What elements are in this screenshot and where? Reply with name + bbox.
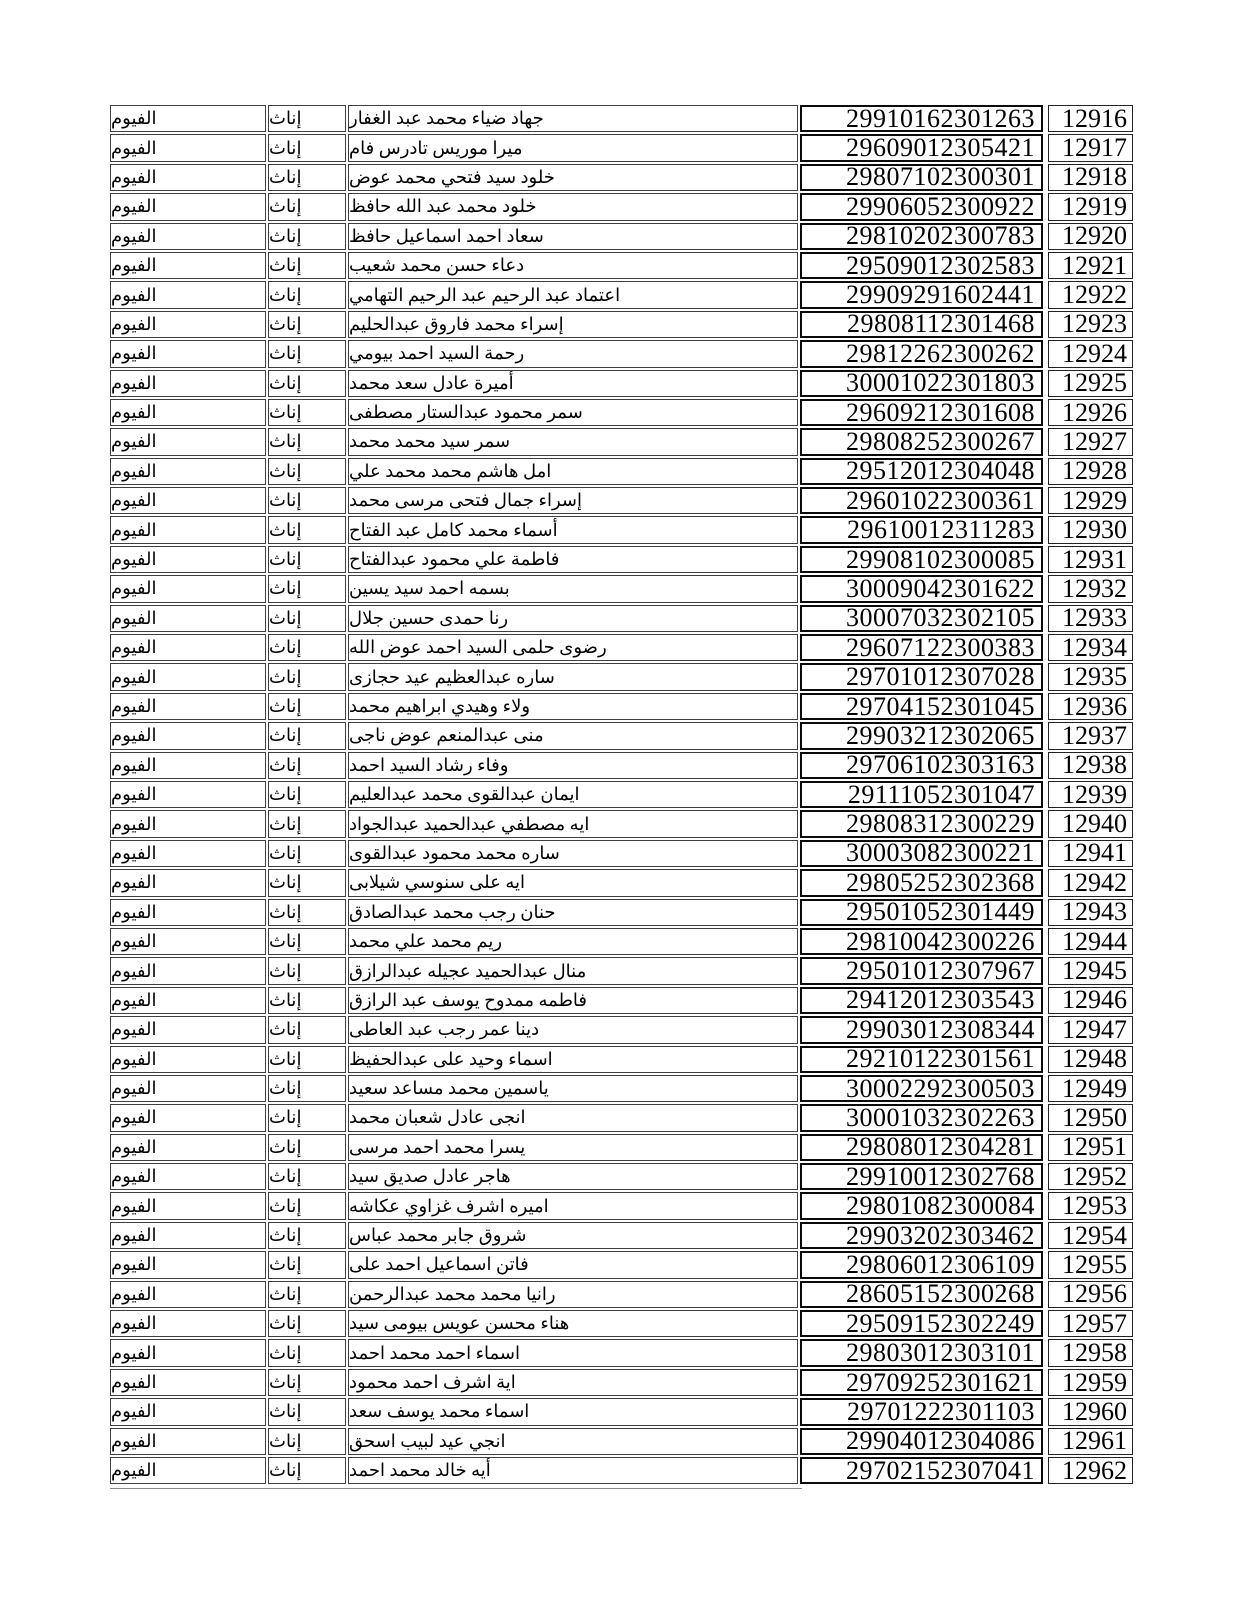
governorate-cell: الفيوم	[110, 752, 266, 779]
gender-cell: إناث	[268, 1339, 346, 1366]
gender-cell: إناث	[268, 223, 346, 250]
name-cell: شروق جابر محمد عباس	[348, 1222, 798, 1249]
sequence-cell: 12917	[1048, 134, 1133, 161]
gender-cell: إناث	[268, 164, 346, 191]
governorate-cell: الفيوم	[110, 1134, 266, 1161]
national-id-cell: 29808012304281	[800, 1134, 1043, 1161]
sequence-cell: 12916	[1048, 105, 1133, 132]
national-id-cell: 29904012304086	[800, 1428, 1043, 1455]
sequence-cell: 12939	[1048, 781, 1133, 808]
sequence-cell: 12937	[1048, 722, 1133, 749]
gender-cell: إناث	[268, 105, 346, 132]
name-cell: دعاء حسن محمد شعيب	[348, 252, 798, 279]
name-cell: ايه مصطفي عبدالحميد عبدالجواد	[348, 810, 798, 837]
gender-cell: إناث	[268, 1428, 346, 1455]
table-row	[110, 223, 1134, 250]
gender-cell: إناث	[268, 1192, 346, 1219]
national-id-cell: 29806012306109	[800, 1251, 1043, 1278]
name-cell: منى عبدالمنعم عوض ناجى	[348, 722, 798, 749]
national-id-cell: 29910012302768	[800, 1163, 1043, 1190]
sequence-cell: 12935	[1048, 663, 1133, 690]
governorate-cell: الفيوم	[110, 693, 266, 720]
sequence-cell: 12941	[1048, 840, 1133, 867]
name-cell: ايه على سنوسي شيلابى	[348, 869, 798, 896]
national-id-cell: 30009042301622	[800, 575, 1043, 602]
gender-cell: إناث	[268, 987, 346, 1014]
national-id-cell: 29709252301621	[800, 1369, 1043, 1396]
table-row	[110, 546, 1134, 573]
governorate-cell: الفيوم	[110, 223, 266, 250]
gender-cell: إناث	[268, 399, 346, 426]
sequence-cell: 12943	[1048, 899, 1133, 926]
national-id-cell: 29801082300084	[800, 1192, 1043, 1219]
sequence-cell: 12948	[1048, 1046, 1133, 1073]
governorate-cell: الفيوم	[110, 1339, 266, 1366]
governorate-cell: الفيوم	[110, 869, 266, 896]
national-id-cell: 29501052301449	[800, 899, 1043, 926]
governorate-cell: الفيوم	[110, 928, 266, 955]
sequence-cell: 12931	[1048, 546, 1133, 573]
gender-cell: إناث	[268, 1457, 346, 1484]
name-cell: إسراء محمد فاروق عبدالحليم	[348, 311, 798, 338]
governorate-cell: الفيوم	[110, 458, 266, 485]
gender-cell: إناث	[268, 752, 346, 779]
sequence-cell: 12956	[1048, 1281, 1133, 1308]
table-row	[110, 252, 1134, 279]
sequence-cell: 12962	[1048, 1457, 1133, 1484]
table-row	[110, 1222, 1134, 1249]
name-cell: انجي عيد لبيب اسحق	[348, 1428, 798, 1455]
national-id-cell: 29909291602441	[800, 281, 1043, 308]
gender-cell: إناث	[268, 1222, 346, 1249]
name-cell: رنا حمدى حسين جلال	[348, 605, 798, 632]
governorate-cell: الفيوم	[110, 957, 266, 984]
name-cell: ساره محمد محمود عبدالقوى	[348, 840, 798, 867]
table-row	[110, 1104, 1134, 1131]
national-id-cell: 29210122301561	[800, 1046, 1043, 1073]
table-row	[110, 428, 1134, 455]
national-id-cell: 29610012311283	[800, 516, 1043, 543]
table-row	[110, 987, 1134, 1014]
name-cell: منال عبدالحميد عجيله عبدالرازق	[348, 957, 798, 984]
sequence-cell: 12927	[1048, 428, 1133, 455]
table-row	[110, 399, 1134, 426]
table-row	[110, 1016, 1134, 1043]
governorate-cell: الفيوم	[110, 487, 266, 514]
gender-cell: إناث	[268, 663, 346, 690]
sequence-cell: 12955	[1048, 1251, 1133, 1278]
sequence-cell: 12947	[1048, 1016, 1133, 1043]
governorate-cell: الفيوم	[110, 134, 266, 161]
gender-cell: إناث	[268, 546, 346, 573]
table-row	[110, 781, 1134, 808]
governorate-cell: الفيوم	[110, 899, 266, 926]
governorate-cell: الفيوم	[110, 105, 266, 132]
gender-cell: إناث	[268, 1016, 346, 1043]
sequence-cell: 12925	[1048, 370, 1133, 397]
table-row	[110, 1310, 1134, 1337]
national-id-cell: 29706102303163	[800, 752, 1043, 779]
governorate-cell: الفيوم	[110, 516, 266, 543]
governorate-cell: الفيوم	[110, 781, 266, 808]
name-cell: إسراء جمال فتحى مرسى محمد	[348, 487, 798, 514]
table-row	[110, 957, 1134, 984]
sequence-cell: 12932	[1048, 575, 1133, 602]
national-id-cell: 30001022301803	[800, 370, 1043, 397]
national-id-cell: 29609012305421	[800, 134, 1043, 161]
gender-cell: إناث	[268, 1398, 346, 1425]
table-row	[110, 1398, 1134, 1425]
sequence-cell: 12960	[1048, 1398, 1133, 1425]
name-cell: خلود سيد فتحي محمد عوض	[348, 164, 798, 191]
gender-cell: إناث	[268, 1046, 346, 1073]
name-cell: ميرا موريس تادرس فام	[348, 134, 798, 161]
name-cell: سمر سيد محمد محمد	[348, 428, 798, 455]
national-id-cell: 29808112301468	[800, 311, 1043, 338]
governorate-cell: الفيوم	[110, 1222, 266, 1249]
gender-cell: إناث	[268, 693, 346, 720]
name-cell: أميرة عادل سعد محمد	[348, 370, 798, 397]
gender-cell: إناث	[268, 1134, 346, 1161]
national-id-cell: 29903012308344	[800, 1016, 1043, 1043]
gender-cell: إناث	[268, 928, 346, 955]
national-id-cell: 29903202303462	[800, 1222, 1043, 1249]
sequence-cell: 12936	[1048, 693, 1133, 720]
governorate-cell: الفيوم	[110, 1046, 266, 1073]
governorate-cell: الفيوم	[110, 1104, 266, 1131]
national-id-cell: 29808312300229	[800, 810, 1043, 837]
national-id-cell: 29810202300783	[800, 223, 1043, 250]
table-row	[110, 1134, 1134, 1161]
name-cell: فاتن اسماعيل احمد على	[348, 1251, 798, 1278]
governorate-cell: الفيوم	[110, 311, 266, 338]
gender-cell: إناث	[268, 781, 346, 808]
sequence-cell: 12957	[1048, 1310, 1133, 1337]
name-cell: أيه خالد محمد احمد	[348, 1457, 798, 1484]
sequence-cell: 12922	[1048, 281, 1133, 308]
sequence-cell: 12920	[1048, 223, 1133, 250]
governorate-cell: الفيوم	[110, 605, 266, 632]
gender-cell: إناث	[268, 487, 346, 514]
sequence-cell: 12934	[1048, 634, 1133, 661]
sequence-cell: 12951	[1048, 1134, 1133, 1161]
gender-cell: إناث	[268, 1310, 346, 1337]
gender-cell: إناث	[268, 722, 346, 749]
governorate-cell: الفيوم	[110, 1281, 266, 1308]
governorate-cell: الفيوم	[110, 1075, 266, 1102]
national-id-cell: 29701012307028	[800, 663, 1043, 690]
table-row	[110, 840, 1134, 867]
governorate-cell: الفيوم	[110, 1163, 266, 1190]
governorate-cell: الفيوم	[110, 1457, 266, 1484]
sequence-cell: 12952	[1048, 1163, 1133, 1190]
gender-cell: إناث	[268, 281, 346, 308]
governorate-cell: الفيوم	[110, 1428, 266, 1455]
name-cell: اية اشرف احمد محمود	[348, 1369, 798, 1396]
national-id-cell: 29501012307967	[800, 957, 1043, 984]
name-cell: امل هاشم محمد محمد علي	[348, 458, 798, 485]
national-id-cell: 29807102300301	[800, 164, 1043, 191]
table-row	[110, 311, 1134, 338]
national-id-cell: 30007032302105	[800, 605, 1043, 632]
name-cell: وفاء رشاد السيد احمد	[348, 752, 798, 779]
sequence-cell: 12942	[1048, 869, 1133, 896]
national-id-cell: 29903212302065	[800, 722, 1043, 749]
gender-cell: إناث	[268, 193, 346, 220]
name-cell: اسماء وحيد على عبدالحفيظ	[348, 1046, 798, 1073]
governorate-cell: الفيوم	[110, 164, 266, 191]
sequence-cell: 12946	[1048, 987, 1133, 1014]
name-cell: سعاد احمد اسماعيل حافظ	[348, 223, 798, 250]
national-id-cell: 29810042300226	[800, 928, 1043, 955]
name-cell: هاجر عادل صديق سيد	[348, 1163, 798, 1190]
sequence-cell: 12919	[1048, 193, 1133, 220]
table-row	[110, 1428, 1134, 1455]
gender-cell: إناث	[268, 634, 346, 661]
national-id-cell: 29512012304048	[800, 458, 1043, 485]
national-id-cell: 30002292300503	[800, 1075, 1043, 1102]
table-row	[110, 1163, 1134, 1190]
governorate-cell: الفيوم	[110, 1369, 266, 1396]
name-cell: ريم محمد علي محمد	[348, 928, 798, 955]
table-row	[110, 1369, 1134, 1396]
governorate-cell: الفيوم	[110, 840, 266, 867]
governorate-cell: الفيوم	[110, 370, 266, 397]
gender-cell: إناث	[268, 1104, 346, 1131]
name-cell: انجى عادل شعبان محمد	[348, 1104, 798, 1131]
name-cell: جهاد ضياء محمد عبد الغفار	[348, 105, 798, 132]
name-cell: يسرا محمد احمد مرسى	[348, 1134, 798, 1161]
national-id-cell: 29702152307041	[800, 1457, 1043, 1484]
name-cell: اعتماد عبد الرحيم عبد الرحيم التهامي	[348, 281, 798, 308]
governorate-cell: الفيوم	[110, 1310, 266, 1337]
table-row	[110, 1457, 1134, 1484]
name-cell: فاطمة علي محمود عبدالفتاح	[348, 546, 798, 573]
name-cell: دينا عمر رجب عبد العاطى	[348, 1016, 798, 1043]
name-cell: اميره اشرف غزاوي عكاشه	[348, 1192, 798, 1219]
national-id-cell: 29607122300383	[800, 634, 1043, 661]
governorate-cell: الفيوم	[110, 810, 266, 837]
sequence-cell: 12924	[1048, 340, 1133, 367]
national-id-cell: 29803012303101	[800, 1339, 1043, 1366]
table-row	[110, 164, 1134, 191]
gender-cell: إناث	[268, 840, 346, 867]
table-row	[110, 105, 1134, 132]
sequence-cell: 12933	[1048, 605, 1133, 632]
table-row	[110, 1192, 1134, 1219]
gender-cell: إناث	[268, 370, 346, 397]
sequence-cell: 12928	[1048, 458, 1133, 485]
name-cell: فاطمه ممدوح يوسف عبد الرازق	[348, 987, 798, 1014]
name-cell: بسمه احمد سيد يسين	[348, 575, 798, 602]
national-id-cell: 29701222301103	[800, 1398, 1043, 1425]
sequence-cell: 12944	[1048, 928, 1133, 955]
table-row	[110, 722, 1134, 749]
gender-cell: إناث	[268, 428, 346, 455]
name-cell: اسماء احمد محمد احمد	[348, 1339, 798, 1366]
sequence-cell: 12945	[1048, 957, 1133, 984]
name-cell: خلود محمد عبد الله حافظ	[348, 193, 798, 220]
name-cell: ولاء وهيدي ابراهيم محمد	[348, 693, 798, 720]
governorate-cell: الفيوم	[110, 281, 266, 308]
table-row	[110, 810, 1134, 837]
sequence-cell: 12940	[1048, 810, 1133, 837]
national-id-cell: 29509152302249	[800, 1310, 1043, 1337]
governorate-cell: الفيوم	[110, 987, 266, 1014]
sequence-cell: 12949	[1048, 1075, 1133, 1102]
table-row	[110, 487, 1134, 514]
sequence-cell: 12950	[1048, 1104, 1133, 1131]
name-cell: رانيا محمد محمد عبدالرحمن	[348, 1281, 798, 1308]
name-cell: هناء محسن عويس بيومى سيد	[348, 1310, 798, 1337]
gender-cell: إناث	[268, 1251, 346, 1278]
national-id-cell: 29509012302583	[800, 252, 1043, 279]
name-cell: ياسمين محمد مساعد سعيد	[348, 1075, 798, 1102]
gender-cell: إناث	[268, 311, 346, 338]
gender-cell: إناث	[268, 516, 346, 543]
sequence-cell: 12954	[1048, 1222, 1133, 1249]
gender-cell: إناث	[268, 252, 346, 279]
gender-cell: إناث	[268, 605, 346, 632]
national-id-cell: 29609212301608	[800, 399, 1043, 426]
table-row	[110, 1339, 1134, 1366]
governorate-cell: الفيوم	[110, 722, 266, 749]
governorate-cell: الفيوم	[110, 340, 266, 367]
sequence-cell: 12958	[1048, 1339, 1133, 1366]
table-row	[110, 928, 1134, 955]
national-id-cell: 29808252300267	[800, 428, 1043, 455]
national-id-cell: 29906052300922	[800, 193, 1043, 220]
table-row	[110, 869, 1134, 896]
national-id-cell: 30001032302263	[800, 1104, 1043, 1131]
national-id-cell: 29412012303543	[800, 987, 1043, 1014]
table-row	[110, 1075, 1134, 1102]
governorate-cell: الفيوم	[110, 1251, 266, 1278]
name-cell: حنان رجب محمد عبدالصادق	[348, 899, 798, 926]
national-id-cell: 30003082300221	[800, 840, 1043, 867]
governorate-cell: الفيوم	[110, 399, 266, 426]
governorate-cell: الفيوم	[110, 1192, 266, 1219]
table-row	[110, 134, 1134, 161]
table-row	[110, 281, 1134, 308]
gender-cell: إناث	[268, 458, 346, 485]
gender-cell: إناث	[268, 1281, 346, 1308]
gender-cell: إناث	[268, 575, 346, 602]
name-cell: اسماء محمد يوسف سعد	[348, 1398, 798, 1425]
records-table	[110, 105, 1134, 1489]
governorate-cell: الفيوم	[110, 575, 266, 602]
name-cell: ايمان عبدالقوى محمد عبدالعليم	[348, 781, 798, 808]
sequence-cell: 12918	[1048, 164, 1133, 191]
table-row	[110, 605, 1134, 632]
table-row	[110, 458, 1134, 485]
governorate-cell: الفيوم	[110, 663, 266, 690]
sequence-cell: 12938	[1048, 752, 1133, 779]
name-cell: أسماء محمد كامل عبد الفتاح	[348, 516, 798, 543]
governorate-cell: الفيوم	[110, 252, 266, 279]
sequence-cell: 12930	[1048, 516, 1133, 543]
sequence-cell: 12929	[1048, 487, 1133, 514]
table-row	[110, 370, 1134, 397]
gender-cell: إناث	[268, 1369, 346, 1396]
name-cell: سمر محمود عبدالستار مصطفى	[348, 399, 798, 426]
table-row	[110, 899, 1134, 926]
governorate-cell: الفيوم	[110, 193, 266, 220]
table-row	[110, 752, 1134, 779]
national-id-cell: 29704152301045	[800, 693, 1043, 720]
governorate-cell: الفيوم	[110, 546, 266, 573]
sequence-cell: 12926	[1048, 399, 1133, 426]
sequence-cell: 12959	[1048, 1369, 1133, 1396]
table-row	[110, 634, 1134, 661]
table-row	[110, 1046, 1134, 1073]
table-row	[110, 516, 1134, 543]
national-id-cell: 29111052301047	[800, 781, 1043, 808]
gender-cell: إناث	[268, 899, 346, 926]
sequence-cell: 12923	[1048, 311, 1133, 338]
governorate-cell: الفيوم	[110, 1016, 266, 1043]
gender-cell: إناث	[268, 340, 346, 367]
governorate-cell: الفيوم	[110, 428, 266, 455]
table-row	[110, 1281, 1134, 1308]
gender-cell: إناث	[268, 810, 346, 837]
national-id-cell: 28605152300268	[800, 1281, 1043, 1308]
national-id-cell: 29908102300085	[800, 546, 1043, 573]
name-cell: رحمة السيد احمد بيومي	[348, 340, 798, 367]
table-row	[110, 1251, 1134, 1278]
table-row	[110, 193, 1134, 220]
national-id-cell: 29812262300262	[800, 340, 1043, 367]
national-id-cell: 29601022300361	[800, 487, 1043, 514]
table-row	[110, 575, 1134, 602]
governorate-cell: الفيوم	[110, 634, 266, 661]
name-cell: رضوى حلمى السيد احمد عوض الله	[348, 634, 798, 661]
gender-cell: إناث	[268, 1163, 346, 1190]
governorate-cell: الفيوم	[110, 1398, 266, 1425]
table-row	[110, 693, 1134, 720]
gender-cell: إناث	[268, 134, 346, 161]
national-id-cell: 29910162301263	[800, 105, 1043, 132]
sequence-cell: 12921	[1048, 252, 1133, 279]
name-cell: ساره عبدالعظيم عيد حجازى	[348, 663, 798, 690]
sequence-cell: 12953	[1048, 1192, 1133, 1219]
sequence-cell: 12961	[1048, 1428, 1133, 1455]
gender-cell: إناث	[268, 1075, 346, 1102]
table-row	[110, 663, 1134, 690]
table-row	[110, 340, 1134, 367]
gender-cell: إناث	[268, 957, 346, 984]
gender-cell: إناث	[268, 869, 346, 896]
national-id-cell: 29805252302368	[800, 869, 1043, 896]
